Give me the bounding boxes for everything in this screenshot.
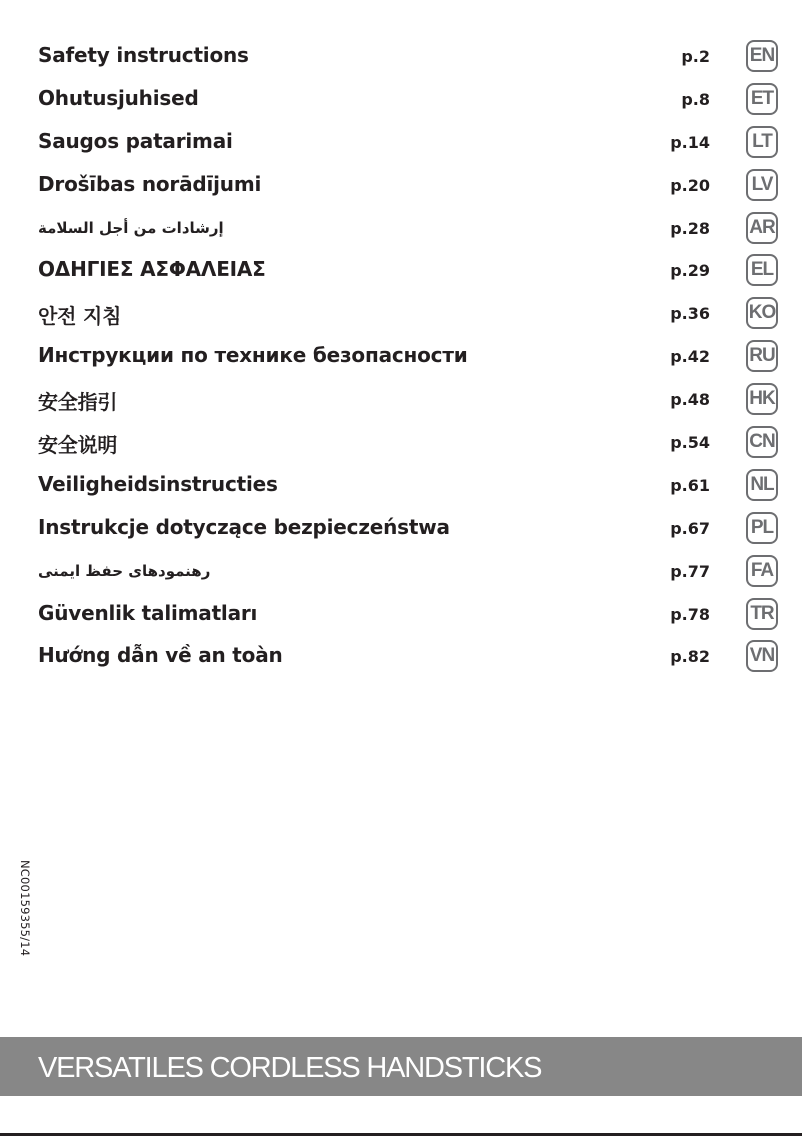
toc-page-tr: p.78	[670, 604, 710, 624]
toc-title-vn: Hướng dẫn về an toàn	[38, 643, 283, 668]
toc-row-vn[interactable]	[0, 635, 802, 678]
toc-title-ru: Инструкции по технике безопасности	[38, 343, 468, 368]
toc-page-en: p.2	[681, 47, 710, 66]
toc-row-el[interactable]	[0, 249, 802, 292]
language-badge-ar: AR	[746, 212, 778, 244]
toc-page-ar: p.28	[670, 218, 710, 238]
language-badge-pl: PL	[746, 512, 778, 544]
toc-title-et: Ohutusjuhised	[38, 85, 199, 110]
toc-title-tr: Güvenlik talimatları	[38, 600, 258, 625]
product-banner	[0, 1037, 802, 1096]
language-badge-en: EN	[746, 40, 778, 72]
toc-row-lv[interactable]	[0, 164, 802, 207]
toc-page-nl: p.61	[670, 475, 710, 495]
toc-page-ko: p.36	[670, 304, 710, 324]
toc-title-lv: Drošības norādījumi	[38, 171, 262, 196]
toc-page-vn: p.82	[670, 647, 710, 667]
language-badge-lt: LT	[746, 126, 778, 158]
language-badge-el: EL	[746, 254, 778, 286]
toc-title-ko: 안전 지침	[38, 304, 122, 329]
product-title: VERSATILES CORDLESS HANDSTICKS	[38, 1052, 542, 1084]
toc-title-hk: 安全指引	[38, 390, 118, 415]
toc-page-el: p.29	[670, 261, 710, 281]
toc-row-et[interactable]	[0, 78, 802, 121]
language-badge-vn: VN	[746, 640, 778, 672]
language-badge-ko: KO	[746, 297, 778, 329]
document-code: NC00159355/14	[18, 860, 32, 957]
toc-title-nl: Veiligheidsinstructies	[38, 471, 278, 496]
language-badge-et: ET	[746, 83, 778, 115]
toc-page-lv: p.20	[670, 175, 710, 195]
language-badge-fa: FA	[746, 555, 778, 587]
toc-row-lt[interactable]	[0, 121, 802, 164]
toc-page-fa: p.77	[670, 561, 710, 581]
toc-page-et: p.8	[681, 89, 710, 109]
toc-title-en: Safety instructions	[38, 43, 249, 67]
toc-page-ru: p.42	[670, 347, 710, 367]
table-of-contents	[0, 35, 802, 678]
language-badge-cn: CN	[746, 426, 778, 458]
language-badge-tr: TR	[746, 598, 778, 630]
language-badge-ru: RU	[746, 340, 778, 372]
toc-title-cn: 安全说明	[38, 433, 118, 458]
language-badge-nl: NL	[746, 469, 778, 501]
toc-row-fa[interactable]	[0, 550, 802, 593]
toc-page-lt: p.14	[670, 132, 710, 152]
toc-row-hk[interactable]	[0, 378, 802, 421]
toc-row-cn[interactable]	[0, 421, 802, 464]
toc-title-ar: إرشادات من أجل السلامة	[38, 218, 224, 237]
toc-row-en[interactable]	[0, 35, 802, 78]
toc-row-ko[interactable]	[0, 292, 802, 335]
toc-row-ar[interactable]	[0, 207, 802, 250]
toc-title-pl: Instrukcje dotyczące bezpieczeństwa	[38, 514, 450, 539]
toc-row-tr[interactable]	[0, 593, 802, 636]
language-badge-lv: LV	[746, 169, 778, 201]
toc-title-lt: Saugos patarimai	[38, 128, 233, 153]
toc-page-hk: p.48	[670, 390, 710, 410]
language-badge-hk: HK	[746, 383, 778, 415]
toc-page-cn: p.54	[670, 433, 710, 453]
toc-row-nl[interactable]	[0, 464, 802, 507]
toc-title-el: ΟΔΗΓΙΕΣ ΑΣΦΑΛΕΙΑΣ	[38, 257, 266, 282]
toc-page-pl: p.67	[670, 518, 710, 538]
toc-row-ru[interactable]	[0, 335, 802, 378]
toc-row-pl[interactable]	[0, 507, 802, 550]
toc-title-fa: رهنمودهای حفظ ایمنی	[38, 561, 211, 580]
